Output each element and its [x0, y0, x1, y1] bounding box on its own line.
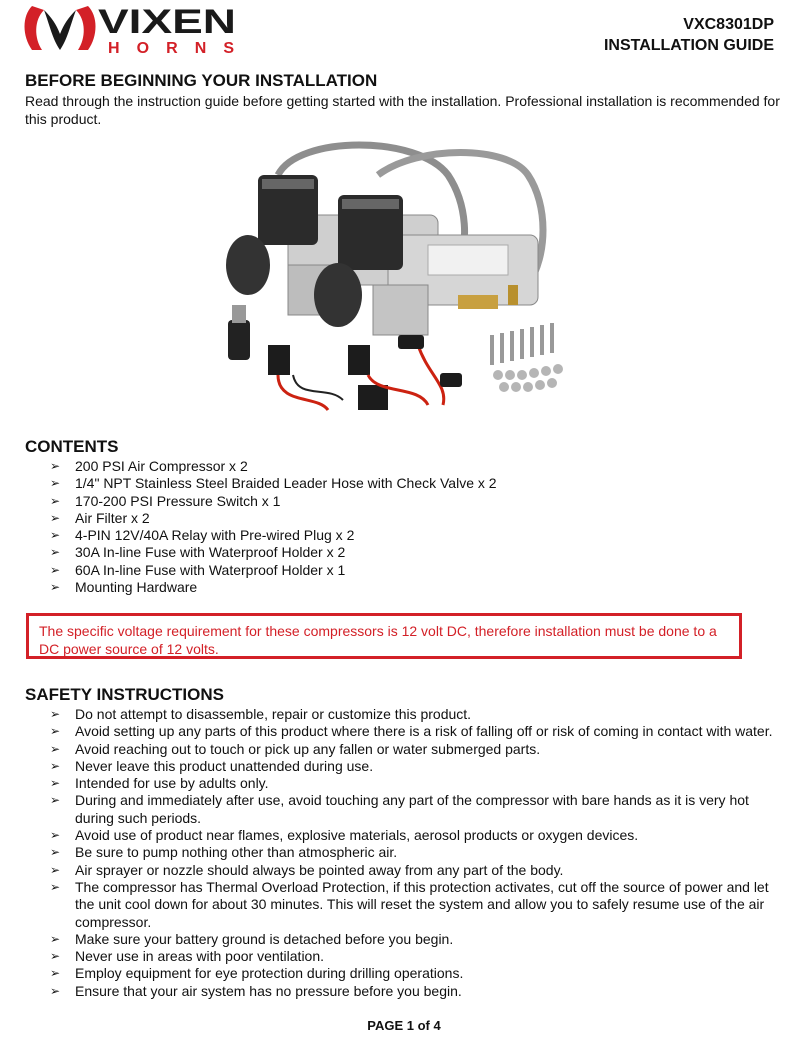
arrowhead-bullet-icon: ➢ — [50, 879, 61, 894]
arrowhead-bullet-icon: ➢ — [50, 493, 61, 508]
list-item: ➢ Make sure your battery ground is detached before you begin. — [50, 930, 454, 947]
list-item: ➢ Be sure to pump nothing other than atmospheric air. — [50, 844, 398, 861]
arrowhead-bullet-icon: ➢ — [50, 528, 61, 543]
arrowhead-bullet-icon: ➢ — [50, 580, 61, 595]
list-item: ➢ Do not attempt to disassemble, repair or customize this product. — [50, 706, 472, 722]
list-item: ➢ Employ equipment for eye protection during drilling operations. — [50, 965, 464, 982]
arrowhead-bullet-icon: ➢ — [50, 862, 61, 877]
voltage-warning-box: The specific voltage requirement for these compressors is 12 volt DC, therefore installation must be done to a DC power source of 12 volts. — [26, 613, 742, 659]
list-item: ➢ Avoid setting up any parts of this product where there is a risk of falling off or risk of coming in contact with water. — [50, 723, 773, 740]
arrowhead-bullet-icon: ➢ — [50, 724, 61, 739]
list-item: ➢ The compressor has Thermal Overload Protection, if this protection activates, cut off the source of power and let the unit cool down for about 30 minutes. This will reset the system and allow you to safely resume use of the air compressor. — [50, 878, 769, 930]
document-title: INSTALLATION GUIDE — [603, 37, 774, 54]
list-item: ➢ 1/4" NPT Stainless Steel Braided Leader Hose with Check Valve x 2 — [50, 475, 497, 492]
list-item: ➢ Air sprayer or nozzle should always be pointed away from any part of the body. — [50, 861, 564, 878]
list-item: ➢ 60A In-line Fuse with Waterproof Holder x 1 — [50, 561, 346, 578]
contents-list — [50, 458, 775, 596]
arrowhead-bullet-icon: ➢ — [50, 949, 61, 964]
document-header — [604, 14, 774, 56]
arrowhead-bullet-icon: ➢ — [50, 459, 61, 473]
before-section-text: Read through the instruction guide before getting started with the installation. Professional installation is recommended for this product. — [25, 93, 780, 127]
safety-title: SAFETY INSTRUCTIONS — [25, 685, 224, 704]
arrowhead-bullet-icon: ➢ — [50, 707, 61, 721]
horns-emblem-icon — [25, 6, 96, 50]
vixen-horns-logo — [22, 0, 242, 58]
list-item: ➢ 30A In-line Fuse with Waterproof Holder x 2 — [50, 544, 346, 561]
arrowhead-bullet-icon: ➢ — [50, 793, 61, 808]
arrowhead-bullet-icon: ➢ — [50, 510, 61, 525]
model-number: VXC8301DP — [683, 16, 774, 33]
arrowhead-bullet-icon: ➢ — [50, 845, 61, 860]
arrowhead-bullet-icon: ➢ — [50, 545, 61, 560]
list-item: ➢ 170-200 PSI Pressure Switch x 1 — [50, 492, 281, 509]
list-item: ➢ Avoid reaching out to touch or pick up any fallen or water submerged parts. — [50, 740, 541, 757]
arrowhead-bullet-icon: ➢ — [50, 983, 61, 998]
before-section-title: BEFORE BEGINNING YOUR INSTALLATION — [25, 71, 378, 90]
list-item: ➢ Avoid use of product near flames, explosive materials, aerosol products or oxygen devices. — [50, 827, 639, 844]
list-item: ➢ During and immediately after use, avoid touching any part of the compressor with bare hands as it is very hot during such periods. — [50, 792, 749, 826]
arrowhead-bullet-icon: ➢ — [50, 776, 61, 791]
contents-title: CONTENTS — [25, 437, 119, 456]
arrowhead-bullet-icon: ➢ — [50, 741, 61, 756]
arrowhead-bullet-icon: ➢ — [50, 562, 61, 577]
list-item: ➢ 4-PIN 12V/40A Relay with Pre-wired Plug x 2 — [50, 527, 355, 544]
list-item: ➢ Never use in areas with poor ventilation. — [50, 948, 325, 965]
list-item: ➢ Air Filter x 2 — [50, 509, 150, 526]
list-item: ➢ Ensure that your air system has no pressure before you begin. — [50, 982, 462, 999]
page-number: PAGE 1 of 4 — [367, 1018, 441, 1033]
arrowhead-bullet-icon: ➢ — [50, 828, 61, 843]
arrowhead-bullet-icon: ➢ — [50, 758, 61, 773]
list-item: ➢ Mounting Hardware — [50, 579, 198, 596]
list-item: ➢ Never leave this product unattended during use. — [50, 757, 374, 774]
arrowhead-bullet-icon: ➢ — [50, 966, 61, 981]
list-item: ➢ 200 PSI Air Compressor x 2 — [50, 458, 248, 474]
brand-horns-text: HORNS — [108, 40, 234, 57]
product-photo — [218, 135, 586, 415]
arrowhead-bullet-icon: ➢ — [50, 476, 61, 491]
safety-list — [50, 706, 775, 1000]
list-item: ➢ Intended for use by adults only. — [50, 775, 269, 792]
brand-vixen-text: VIXEN — [98, 3, 236, 41]
arrowhead-bullet-icon: ➢ — [50, 931, 61, 946]
